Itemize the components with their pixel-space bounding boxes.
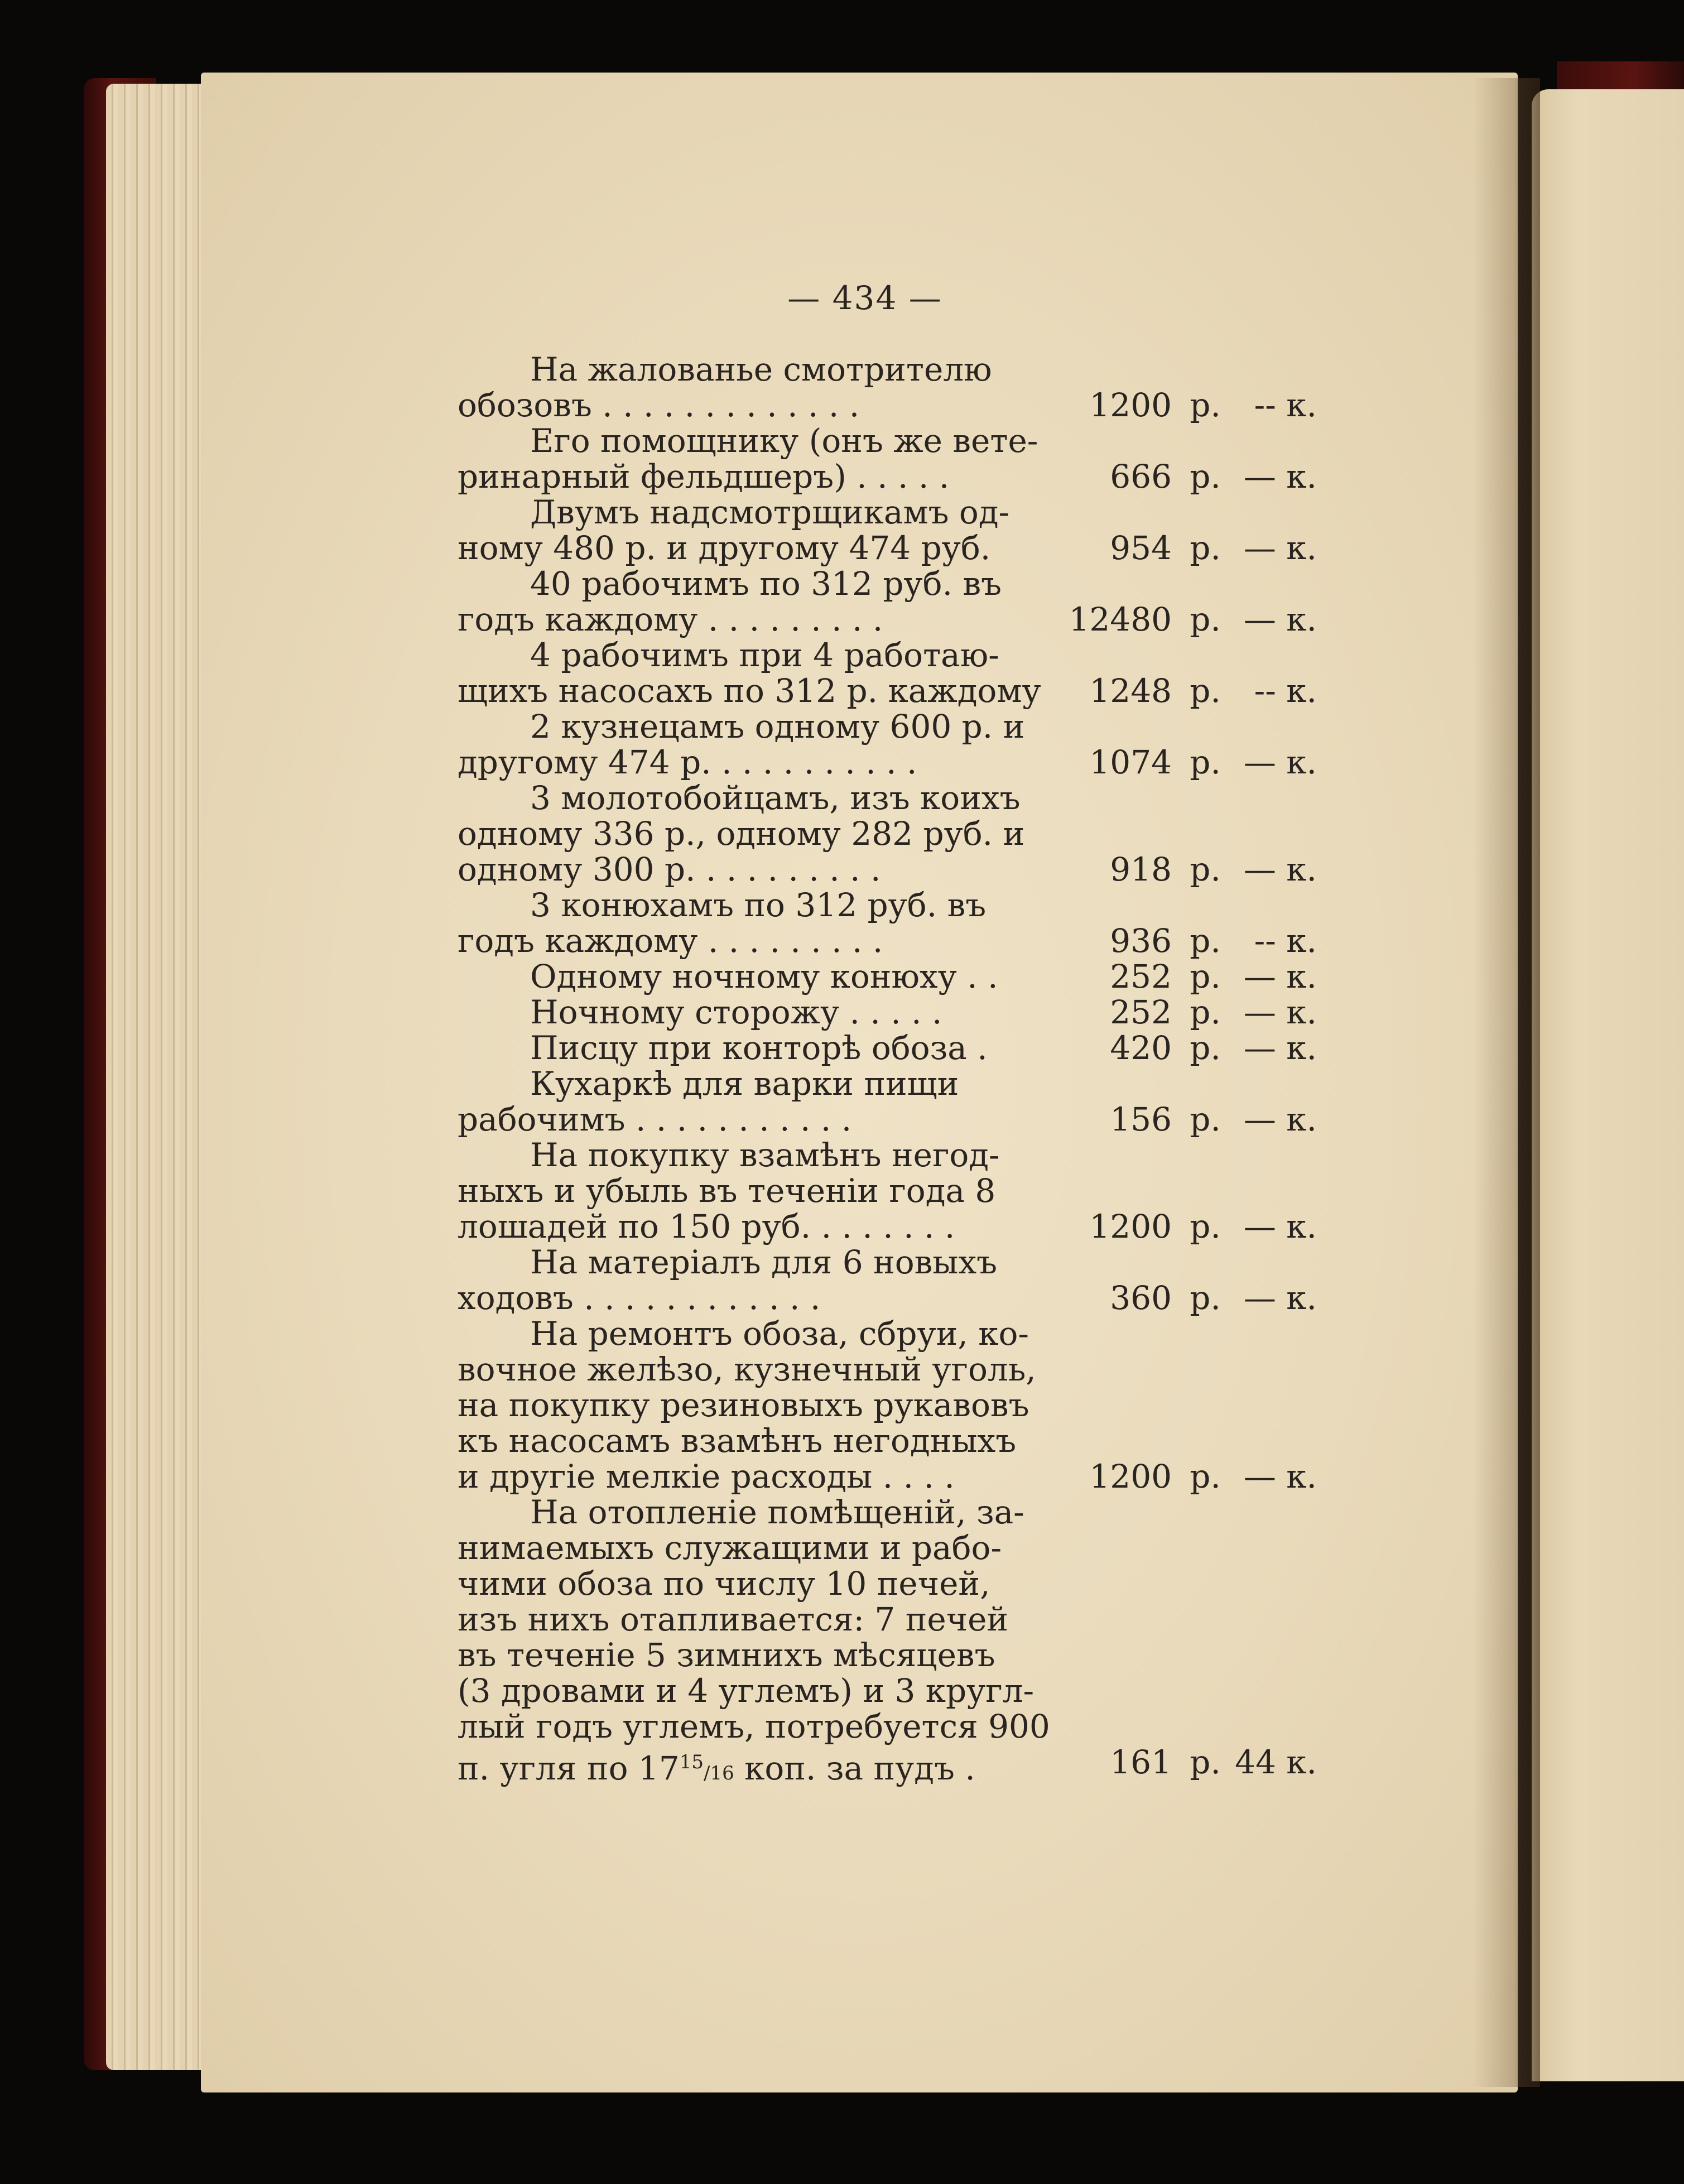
amount-kopecks: — к.: [1243, 1279, 1317, 1317]
amount-kopecks: — к.: [1243, 458, 1317, 496]
rubles-abbrev: р.: [1190, 958, 1221, 995]
page-gutter-shadow: [1473, 78, 1540, 2087]
entry-14-line-0: На ремонтъ обоза, сбруи, ко-: [530, 1315, 1029, 1353]
entry-5-line-1: другому 474 р. . . . . . . . . . .: [458, 743, 917, 781]
fraction-numerator: 15: [679, 1751, 704, 1773]
entry-7-line-0: 3 конюхамъ по 312 руб. въ: [530, 886, 987, 924]
amount-rubles: 666: [1110, 458, 1172, 496]
entry-3-line-0: 40 рабочимъ по 312 руб. въ: [530, 565, 1002, 603]
entry-6-line-0: 3 молотобойцамъ, изъ коихъ: [530, 779, 1021, 817]
amount-rubles: 1200: [1089, 1457, 1172, 1495]
amount-rubles: 1200: [1089, 386, 1172, 424]
rubles-abbrev: р.: [1190, 600, 1221, 638]
amount-kopecks: — к.: [1243, 958, 1317, 995]
amount-kopecks: — к.: [1243, 1208, 1317, 1245]
entry-1-line-1: ринарный фельдшеръ) . . . . .: [458, 458, 950, 496]
entry-11-line-0: Кухаркѣ для варки пищи: [530, 1065, 959, 1103]
amount-10: [1060, 1030, 1317, 1066]
rubles-abbrev: р.: [1190, 850, 1221, 888]
amount-4: [1060, 673, 1317, 709]
entry-3-line-1: годъ каждому . . . . . . . . .: [458, 600, 883, 638]
entry-heating-last-line: п. угля по $17^{15}/16$ коп. за пудъ .: [458, 1749, 975, 1787]
entry-2-line-1: ному 480 р. и другому 474 руб.: [458, 529, 991, 567]
amount-kopecks: — к.: [1243, 529, 1317, 567]
entry-14-line-4: и другіе мелкіе расходы . . . .: [458, 1457, 955, 1495]
entry-14-line-1: вочное желѣзо, кузнечный уголь,: [458, 1350, 1036, 1388]
rubles-abbrev: р.: [1190, 922, 1221, 960]
amount-rubles: 420: [1110, 1029, 1172, 1067]
entry-12-line-1: ныхъ и убыль въ теченіи года 8: [458, 1172, 996, 1210]
amount-heating: [1060, 1744, 1317, 1780]
amount-rubles: 918: [1110, 850, 1172, 888]
amount-5: [1060, 744, 1317, 780]
facing-page: [1532, 89, 1684, 2081]
amount-kopecks: — к.: [1243, 850, 1317, 888]
amount-kopecks: — к.: [1243, 1100, 1317, 1138]
entry-0-line-0: На жалованье смотрителю: [530, 350, 992, 388]
amount-6: [1060, 852, 1317, 887]
amount-rubles: 954: [1110, 529, 1172, 567]
amount-11: [1060, 1101, 1317, 1137]
amount-7: [1060, 923, 1317, 959]
entry-5-line-0: 2 кузнецамъ одному 600 р. и: [530, 708, 1025, 745]
rubles-abbrev: р.: [1190, 672, 1221, 710]
entry-4-line-1: щихъ насосахъ по 312 р. каждому: [458, 672, 1041, 710]
amount-kopecks: -- к.: [1254, 922, 1317, 960]
rubles-abbrev: р.: [1190, 458, 1221, 496]
rubles-abbrev: р.: [1190, 743, 1221, 781]
rubles-abbrev: р.: [1190, 1029, 1221, 1067]
amount-kopecks: -- к.: [1254, 672, 1317, 710]
amount-kopecks: -- к.: [1254, 386, 1317, 424]
amount-kopecks: — к.: [1243, 1457, 1317, 1495]
page-number: — 434 —: [787, 279, 942, 317]
amount-1: [1060, 459, 1317, 494]
amount-2: [1060, 530, 1317, 566]
amount-rubles: 1200: [1089, 1208, 1172, 1245]
entry-11-line-1: рабочимъ . . . . . . . . . . .: [458, 1100, 852, 1138]
rubles-abbrev: р.: [1190, 1100, 1221, 1138]
entry-10-line-0: Писцу при конторѣ обоза .: [530, 1029, 988, 1067]
entry-4-line-0: 4 рабочимъ при 4 работаю-: [530, 636, 999, 674]
amount-rubles: 252: [1110, 958, 1172, 995]
amount-rubles: 936: [1110, 922, 1172, 960]
amount-rubles: 156: [1110, 1100, 1172, 1138]
amount-0: [1060, 387, 1317, 423]
entry-9-line-0: Ночному сторожу . . . . .: [530, 993, 942, 1031]
entry-12-line-2: лошадей по 150 руб. . . . . . . .: [458, 1208, 955, 1245]
amount-kopecks: — к.: [1243, 1029, 1317, 1067]
entry-0-line-1: обозовъ . . . . . . . . . . . . .: [458, 386, 860, 424]
amount-12: [1060, 1209, 1317, 1244]
amount-kopecks: — к.: [1243, 743, 1317, 781]
amount-rubles: 360: [1110, 1279, 1172, 1317]
entry-15-line-3: изъ нихъ отапливается: 7 печей: [458, 1600, 1009, 1638]
entry-7-line-1: годъ каждому . . . . . . . . .: [458, 922, 883, 960]
rubles-abbrev: р.: [1190, 386, 1221, 424]
entry-15-line-1: нимаемыхъ служащими и рабо-: [458, 1529, 1002, 1567]
amount-rubles: 252: [1110, 993, 1172, 1031]
entry-14-line-2: на покупку резиновыхъ рукавовъ: [458, 1386, 1029, 1424]
rubles-abbrev: р.: [1190, 1743, 1221, 1781]
entry-2-line-0: Двумъ надсмотрщикамъ од-: [530, 493, 1010, 531]
amount-rubles: 1074: [1089, 743, 1172, 781]
amount-kopecks: 44 к.: [1235, 1743, 1317, 1781]
entry-13-line-1: ходовъ . . . . . . . . . . . .: [458, 1279, 821, 1317]
amount-8: [1060, 959, 1317, 994]
amount-rubles: 1248: [1089, 672, 1172, 710]
entry-15-line-2: чими обоза по числу 10 печей,: [458, 1565, 990, 1603]
amount-kopecks: — к.: [1243, 600, 1317, 638]
entry-6-line-1: одному 336 р., одному 282 руб. и: [458, 815, 1025, 853]
amount-kopecks: — к.: [1243, 993, 1317, 1031]
entry-8-line-0: Одному ночному конюху . .: [530, 958, 998, 995]
entry-14-line-3: къ насосамъ взамѣнъ негодныхъ: [458, 1422, 1017, 1460]
amount-3: [1060, 602, 1317, 637]
amount-rubles: 161: [1110, 1743, 1172, 1781]
rubles-abbrev: р.: [1190, 529, 1221, 567]
amount-rubles: 12480: [1069, 600, 1172, 638]
rubles-abbrev: р.: [1190, 1279, 1221, 1317]
entry-6-line-2: одному 300 р. . . . . . . . . .: [458, 850, 881, 888]
rubles-abbrev: р.: [1190, 1457, 1221, 1495]
amount-13: [1060, 1280, 1317, 1316]
rubles-abbrev: р.: [1190, 993, 1221, 1031]
amount-9: [1060, 994, 1317, 1030]
amount-14: [1060, 1459, 1317, 1494]
entry-15-line-0: На отопленіе помѣщеній, за-: [530, 1493, 1024, 1531]
entry-12-line-0: На покупку взамѣнъ негод-: [530, 1136, 1000, 1174]
entry-13-line-0: На матеріалъ для 6 новыхъ: [530, 1243, 998, 1281]
entry-15-line-4: въ теченіе 5 зимнихъ мѣсяцевъ: [458, 1636, 995, 1674]
entry-1-line-0: Его помощнику (онъ же вете-: [530, 422, 1038, 460]
rubles-abbrev: р.: [1190, 1208, 1221, 1245]
fraction-denominator: /16: [704, 1762, 734, 1784]
entry-15-line-6: лый годъ углемъ, потребуется 900: [458, 1707, 1050, 1745]
entry-15-line-5: (3 дровами и 4 углемъ) и 3 кругл-: [458, 1672, 1035, 1710]
